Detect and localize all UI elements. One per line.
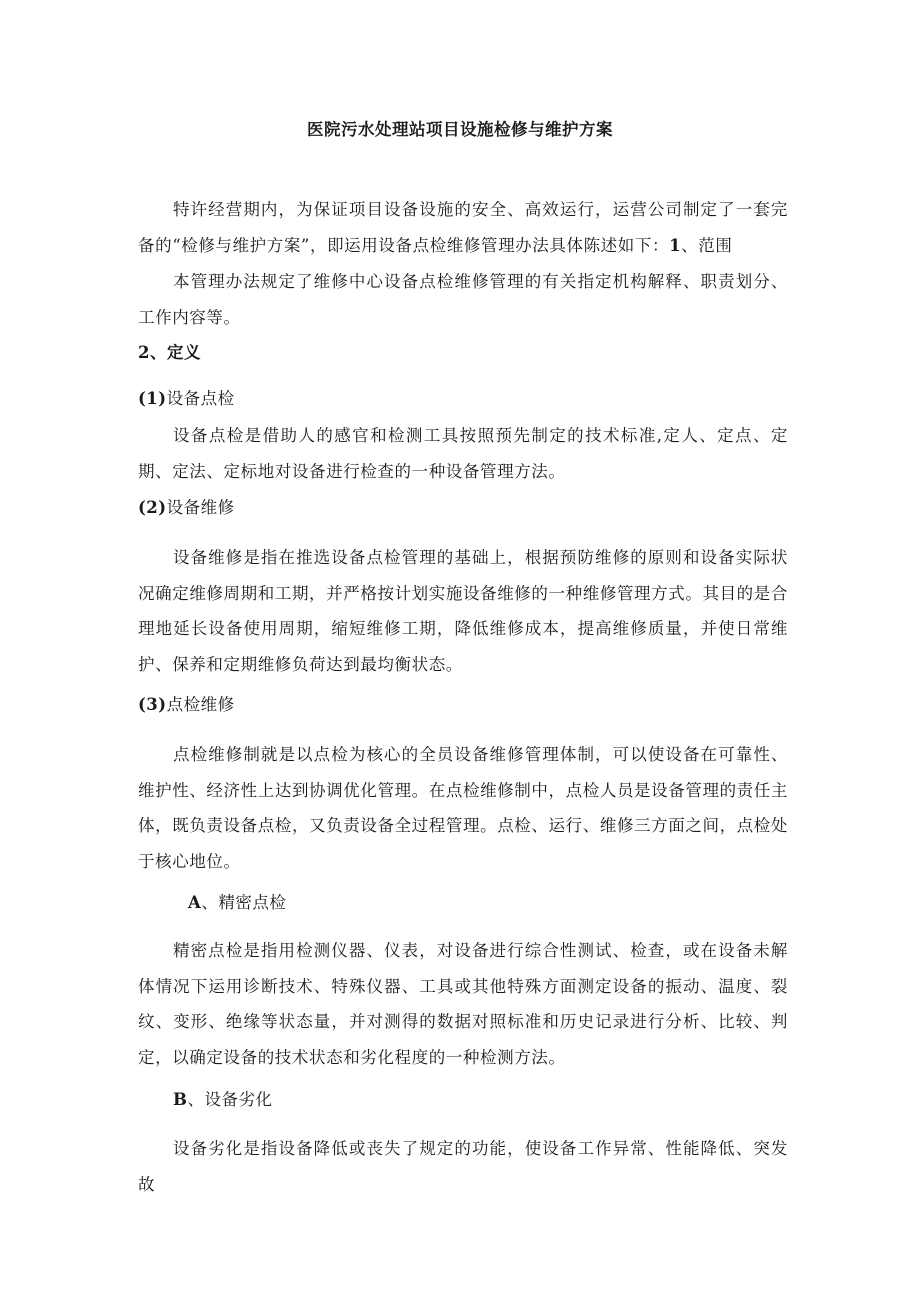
section-1-label: 、范围 <box>681 235 733 255</box>
intro-text: 特许经营期内，为保证项目设备设施的安全、高效运行，运营公司制定了一套完备的“检修与维护方案”，即运用设备点检维修管理办法具体陈述如下： <box>138 200 788 255</box>
definition-2-label: 设备维修 <box>166 498 235 517</box>
sub-b-number: B <box>173 1090 188 1109</box>
definition-1-label: 设备点检 <box>166 389 235 408</box>
section-1-number: 1 <box>669 235 682 255</box>
scope-paragraph: 本管理办法规定了维修中心设备点检维修管理的有关指定机构解释、职责划分、工作内容等。 <box>138 272 788 327</box>
sub-a-number: A <box>188 893 202 912</box>
definition-3-label: 点检维修 <box>166 695 235 714</box>
document-title: 医院污水处理站项目设施检修与维护方案 <box>307 120 613 139</box>
definition-1-heading <box>138 387 235 411</box>
definition-1-number: (1) <box>138 389 167 408</box>
section-2-label: 、定义 <box>149 343 201 362</box>
definition-2-heading <box>138 496 235 520</box>
definition-3-paragraph: 点检维修制就是以点检为核心的全员设备维修管理体制，可以使设备在可靠性、维护性、经济性上达到协调优化管理。在点检维修制中，点检人员是设备管理的责任主体，既负责设备点检，又负责设备全过程管理。点检、运行、维修三方面之间，点检处于核心地位。 <box>138 745 788 871</box>
definition-3-number: (3) <box>138 695 167 714</box>
section-2-heading <box>138 341 201 365</box>
sub-b-label: 、设备劣化 <box>187 1090 273 1109</box>
sub-a-heading <box>188 891 286 915</box>
sub-b-paragraph: 设备劣化是指设备降低或丧失了规定的功能，使设备工作异常、性能降低、突发故 <box>138 1139 788 1194</box>
intro-paragraph <box>138 192 788 263</box>
definition-2-paragraph: 设备维修是指在推选设备点检管理的基础上，根据预防维修的原则和设备实际状况确定维修周期和工期，并严格按计划实施设备维修的一种维修管理方式。其目的是合理地延长设备使用周期，缩短维修工期，降低维修成本，提高维修质量，并使日常维护、保养和定期维修负荷达到最均衡状态。 <box>138 548 788 674</box>
definition-1-paragraph: 设备点检是借助人的感官和检测工具按照预先制定的技术标准,定人、定点、定期、定法、定标地对设备进行检查的一种设备管理方法。 <box>138 426 788 481</box>
definition-2-number: (2) <box>138 498 167 517</box>
definition-3-heading <box>138 693 235 717</box>
section-2-number: 2 <box>138 343 150 362</box>
sub-b-heading <box>173 1088 272 1112</box>
sub-a-label: 、精密点检 <box>201 893 287 912</box>
sub-a-paragraph: 精密点检是指用检测仪器、仪表，对设备进行综合性测试、检查，或在设备未解体情况下运用诊断技术、特殊仪器、工具或其他特殊方面测定设备的振动、温度、裂纹、变形、绝缘等状态量，并对测得的数据对照标准和历史记录进行分析、比较、判定，以确定设备的技术状态和劣化程度的一种检测方法。 <box>138 941 788 1067</box>
